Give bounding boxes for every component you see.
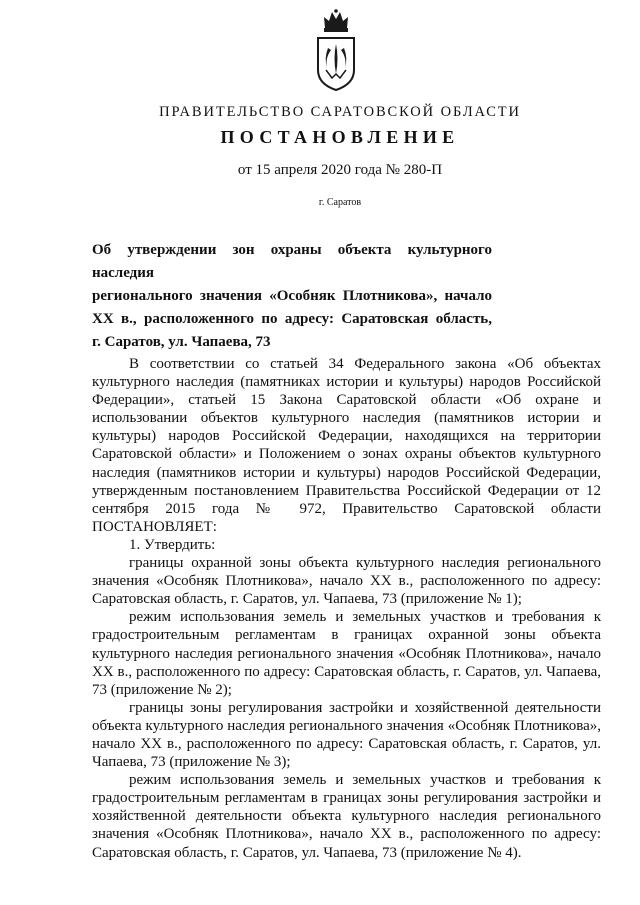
subject-line: г. Саратов, ул. Чапаева, 73 <box>92 334 271 350</box>
crown-icon <box>324 9 348 32</box>
resolution-item: 1. Утвердить: <box>129 536 216 553</box>
subject-line: Об утверждении зон охраны объекта культурного наследия <box>92 242 492 281</box>
document-type-title: ПОСТАНОВЛЕНИЕ <box>220 127 460 147</box>
resolution-subitem: границы зоны регулирования застройки и хозяйственной деятельности объекта культурного наследия регионального значения «Особняк Плотникова», начало XX в., расположенного по адресу: Саратовская область, г. Саратов, ул. Чапаева, 73 (приложение № 3); <box>92 699 601 771</box>
preamble-paragraph: В соответствии со статьей 34 Федерального закона «Об объектах культурного наследия (памятниках истории и культуры) народов Российской Федерации», статьей 15 Закона Саратовской области «Об охране и использовании объектов культурного наследия (памятников истории и культуры) народов Российской Федерации, находящихся на территории Саратовской области» и Положением о зонах охраны объектов культурного наследия (памятников истории и культуры) народов Российской Федерации, утвержденным постановлением Правительства Российской Федерации от 12 сентября 2015 года № 972, Правительство Саратовской области ПОСТАНОВЛЯЕТ: <box>92 356 601 535</box>
subject-line: XX в., расположенного по адресу: Саратовская область, <box>92 311 492 327</box>
document-subject <box>92 239 492 354</box>
document-date-number: от 15 апреля 2020 года № 280-П <box>237 162 443 178</box>
document-body <box>92 355 601 862</box>
resolution-subitem: режим использования земель и земельных участков и требования к градостроительным регламентам в границах зоны регулирования застройки и хозяйственной деятельности объекта культурного наследия регионального значения «Особняк Плотникова», начало XX в., расположенного по адресу: Саратовская область, г. Саратов, ул. Чапаева, 73 (приложение № 4). <box>92 772 601 861</box>
resolution-subitem: режим использования земель и земельных участков и требования к градостроительным регламентам в границах охранной зоны объекта культурного наследия регионального значения «Особняк Плотникова», начало XX в., расположенного по адресу: Саратовская область, г. Саратов, ул. Чапаева, 73 (приложение № 2); <box>92 609 601 698</box>
saratov-coat-of-arms-icon <box>312 8 360 92</box>
government-name: ПРАВИТЕЛЬСТВО САРАТОВСКОЙ ОБЛАСТИ <box>159 104 521 120</box>
subject-line: регионального значения «Особняк Плотникова», начало <box>92 288 492 304</box>
shield-icon <box>318 38 354 90</box>
document-city: г. Саратов <box>318 197 362 208</box>
resolution-subitem: границы охранной зоны объекта культурного наследия регионального значения «Особняк Плотникова», начало XX в., расположенного по адресу: Саратовская область, г. Саратов, ул. Чапаева, 73 (приложение № 1); <box>92 555 601 608</box>
